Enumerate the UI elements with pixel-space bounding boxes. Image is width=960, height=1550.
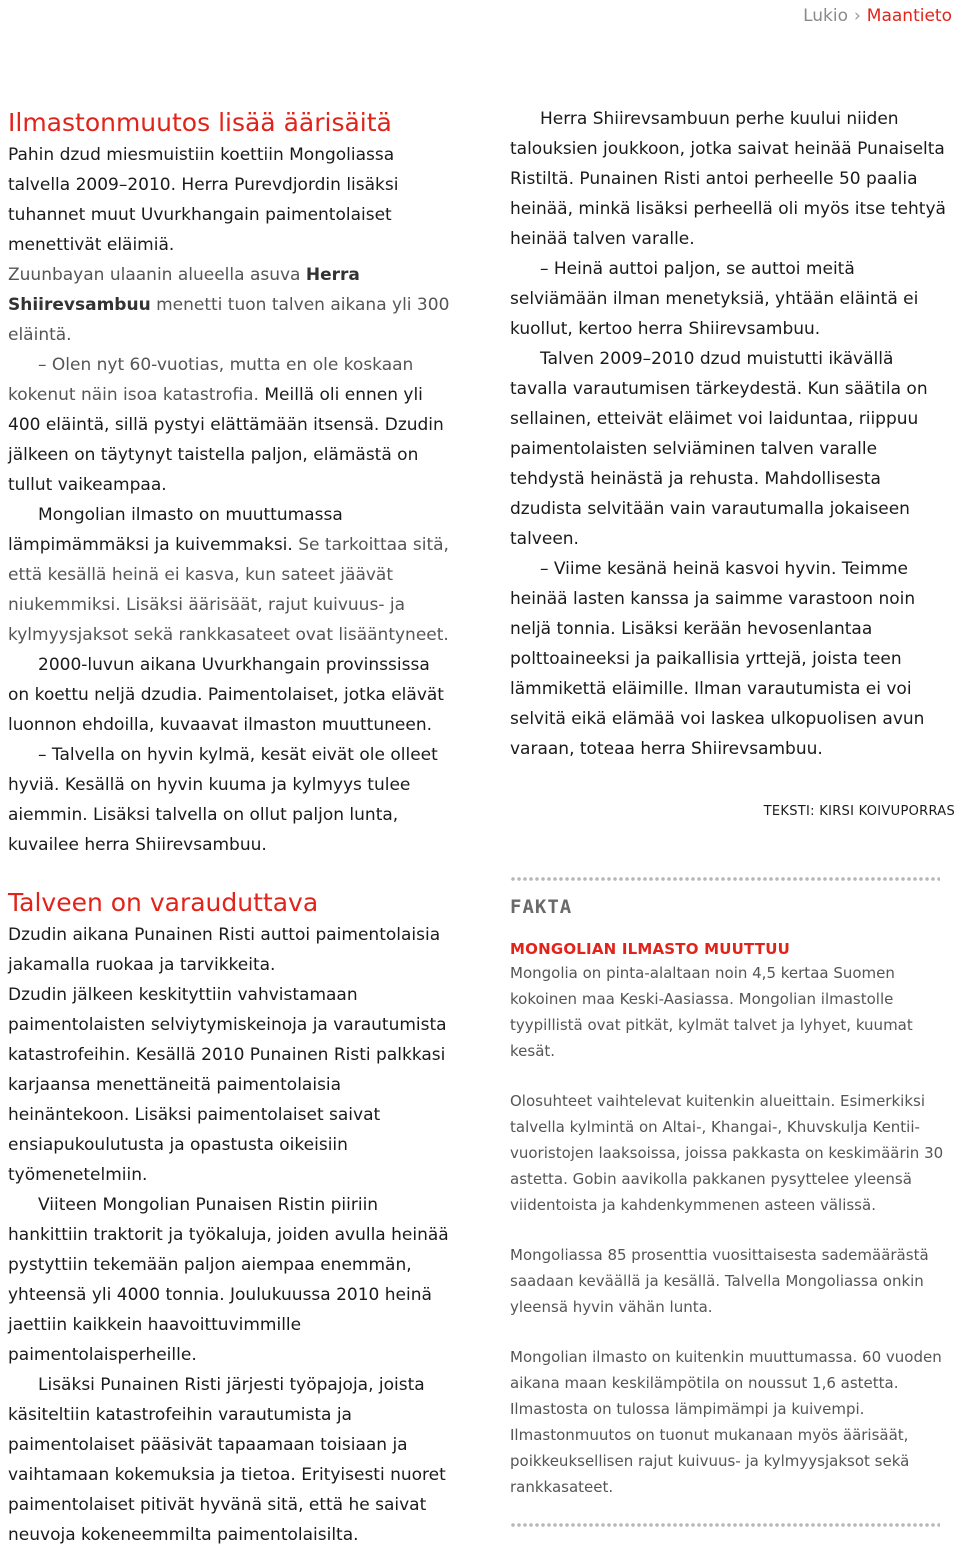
paragraph: – Talvella on hyvin kylmä, kesät eivät ole olleet hyviä. Kesällä on hyvin kuuma ja kylmyys tulee aiemmin. Lisäksi talvella on ollut paljon lunta, kuvailee herra Shiirevsambuu. bbox=[8, 745, 438, 855]
breadcrumb-parent[interactable]: Lukio bbox=[803, 6, 848, 26]
paragraph: 2000-luvun aikana Uvurkhangain provinssissa on koettu neljä dzudia. Paimentolaiset, jotka elävät luonnon ehdoilla, kuvaavat ilmaston muuttuneen. bbox=[8, 655, 444, 735]
paragraph: – Viime kesänä heinä kasvoi hyvin. Teimme heinää lasten kanssa ja saimme varastoon noin neljä tonnia. Lisäksi kerään hevosenlantaa polttoaineeksi ja paikallisia yrttejä, joista teen lämmikettä eläimille. Ilman varautumista ei voi selvitä eikä elämää voi laskea ulkopuolisen avun varaan, toteaa herra Shiirevsambuu. bbox=[510, 559, 925, 759]
fact-box bbox=[510, 876, 950, 1528]
fact-box-label: FAKTA bbox=[510, 896, 573, 918]
fact-paragraph: Olosuhteet vaihtelevat kuitenkin alueittain. Esimerkiksi talvella kylmintä on Altai-, Khangai-, Khuvskulja Kentii-vuoristojen laaksoissa, joissa pakkasta on keskimäärin 30 astetta. Gobin aavikolla pakkanen pysyttelee yleensä viidentoista ja kahdenkymmenen asteen välissä. bbox=[510, 1092, 944, 1214]
fact-paragraph: Mongolian ilmasto on kuitenkin muuttumassa. 60 vuoden aikana maan keskilämpötila on noussut 1,6 astetta. Ilmastosta on tulossa lämpimämpi ja kuivempi. Ilmastonmuutos on tuonut mukanaan myös äärisäät, poikkeuksellisen rajut kuivuus- ja kylmyysjaksot sekä rankkasateet. bbox=[510, 1348, 942, 1496]
dotted-divider-top bbox=[510, 876, 940, 882]
byline: TEKSTI: KIRSI KOIVUPORRAS bbox=[763, 804, 955, 819]
paragraph: Viiteen Mongolian Punaisen Ristin piiriin hankittiin traktorit ja työkaluja, joiden avulla heinää pystyttiin tekemään paljon aiempaa enemmän, yhteensä yli 4000 tonnia. Joulukuussa 2010 heinä jaettiin kaikkein haavoittuvimmille paimentolaisperheille. bbox=[8, 1195, 449, 1365]
left-column bbox=[8, 106, 453, 1550]
paragraph: Mongolian ilmasto on muuttumassa lämpimämmäksi ja kuivemmaksi. Se tarkoittaa sitä, että kesällä heinä ei kasva, kun sateet jäävät niukemmiksi. Lisäksi äärisäät, rajut kuivuus- ja kylmyysjaksot sekä rankkasateet ovat lisääntyneet. bbox=[8, 505, 449, 645]
right-column bbox=[510, 104, 955, 819]
paragraph: – Olen nyt 60-vuotias, mutta en ole koskaan kokenut näin isoa katastrofia. Meillä oli ennen yli 400 eläintä, sillä pystyi elättämään itsensä. Dzudin jälkeen on täytynyt taistella paljon, elämästä on tullut vaikeampaa. bbox=[8, 355, 444, 495]
breadcrumb-current[interactable]: Maantieto bbox=[866, 6, 952, 26]
dotted-divider-bottom bbox=[510, 1522, 940, 1528]
paragraph: Talven 2009–2010 dzud muistutti ikävällä tavalla varautumisen tärkeydestä. Kun säätila on sellainen, etteivät eläimet voi laiduntaa, riippuu paimentolaisten selviäminen talven varalle tehdystä heinästä ja rehusta. Mahdollisesta dzudista selvitään vain varautumalla jokaiseen talveen. bbox=[510, 349, 928, 549]
chevron-right-icon: › bbox=[853, 6, 861, 26]
paragraph: Herra Shiirevsambuun perhe kuului niiden talouksien joukkoon, jotka saivat heinää Punaiselta Ristiltä. Punainen Risti antoi perheelle 50 paalia heinää, minkä lisäksi perheellä oli myös itse tehtyä heinää talven varalle. bbox=[510, 109, 946, 249]
section-title-preparation: Talveen on varauduttava bbox=[8, 888, 319, 917]
breadcrumb bbox=[803, 6, 952, 26]
fact-box-heading: MONGOLIAN ILMASTO MUUTTUU bbox=[510, 940, 790, 958]
paragraph: – Heinä auttoi paljon, se auttoi meitä selviämään ilman menetyksiä, yhtään eläintä ei kuollut, kertoo herra Shiirevsambuu. bbox=[510, 259, 919, 339]
fact-paragraph: Mongolia on pinta-alaltaan noin 4,5 kertaa Suomen kokoinen maa Keski-Aasiassa. Mongolian ilmastolle tyypillistä ovat pitkät, kylmät talvet ja lyhyet, kuumat kesät. bbox=[510, 964, 913, 1060]
section-lede: Pahin dzud miesmuistiin koettiin Mongoliassa talvella 2009–2010. Herra Purevdjordin lisäksi tuhannet muut Uvurkhangain paimentolaiset menettivät eläimiä. bbox=[8, 145, 399, 255]
section-lede: Dzudin aikana Punainen Risti auttoi paimentolaisia jakamalla ruokaa ja tarvikkeita. bbox=[8, 925, 441, 975]
section-title-climate: Ilmastonmuutos lisää äärisäitä bbox=[8, 108, 392, 137]
paragraph: Dzudin jälkeen keskityttiin vahvistamaan paimentolaisten selviytymiskeinoja ja varautumista katastrofeihin. Kesällä 2010 Punainen Risti palkkasi karjaansa menettäneitä paimentolaisia heinäntekoon. Lisäksi paimentolaiset saivat ensiapukoulutusta ja opastusta oikeisiin työmenetelmiin. bbox=[8, 985, 447, 1185]
fact-paragraph: Mongoliassa 85 prosenttia vuosittaisesta sademäärästä saadaan keväällä ja kesällä. Talvella Mongoliassa onkin yleensä hyvin vähän lunta. bbox=[510, 1246, 929, 1316]
paragraph: Zuunbayan ulaanin alueella asuva Herra Shiirevsambuu menetti tuon talven aikana yli 300 eläintä. bbox=[8, 265, 450, 345]
paragraph: Lisäksi Punainen Risti järjesti työpajoja, joista käsiteltiin katastrofeihin varautumista ja paimentolaiset pääsivät tapaamaan toisiaan ja vaihtamaan kokemuksia ja tietoa. Erityisesti nuoret paimentolaiset pitivät hyvänä sitä, että he saivat neuvoja kokeneemmilta paimentolaisilta. bbox=[8, 1375, 446, 1545]
